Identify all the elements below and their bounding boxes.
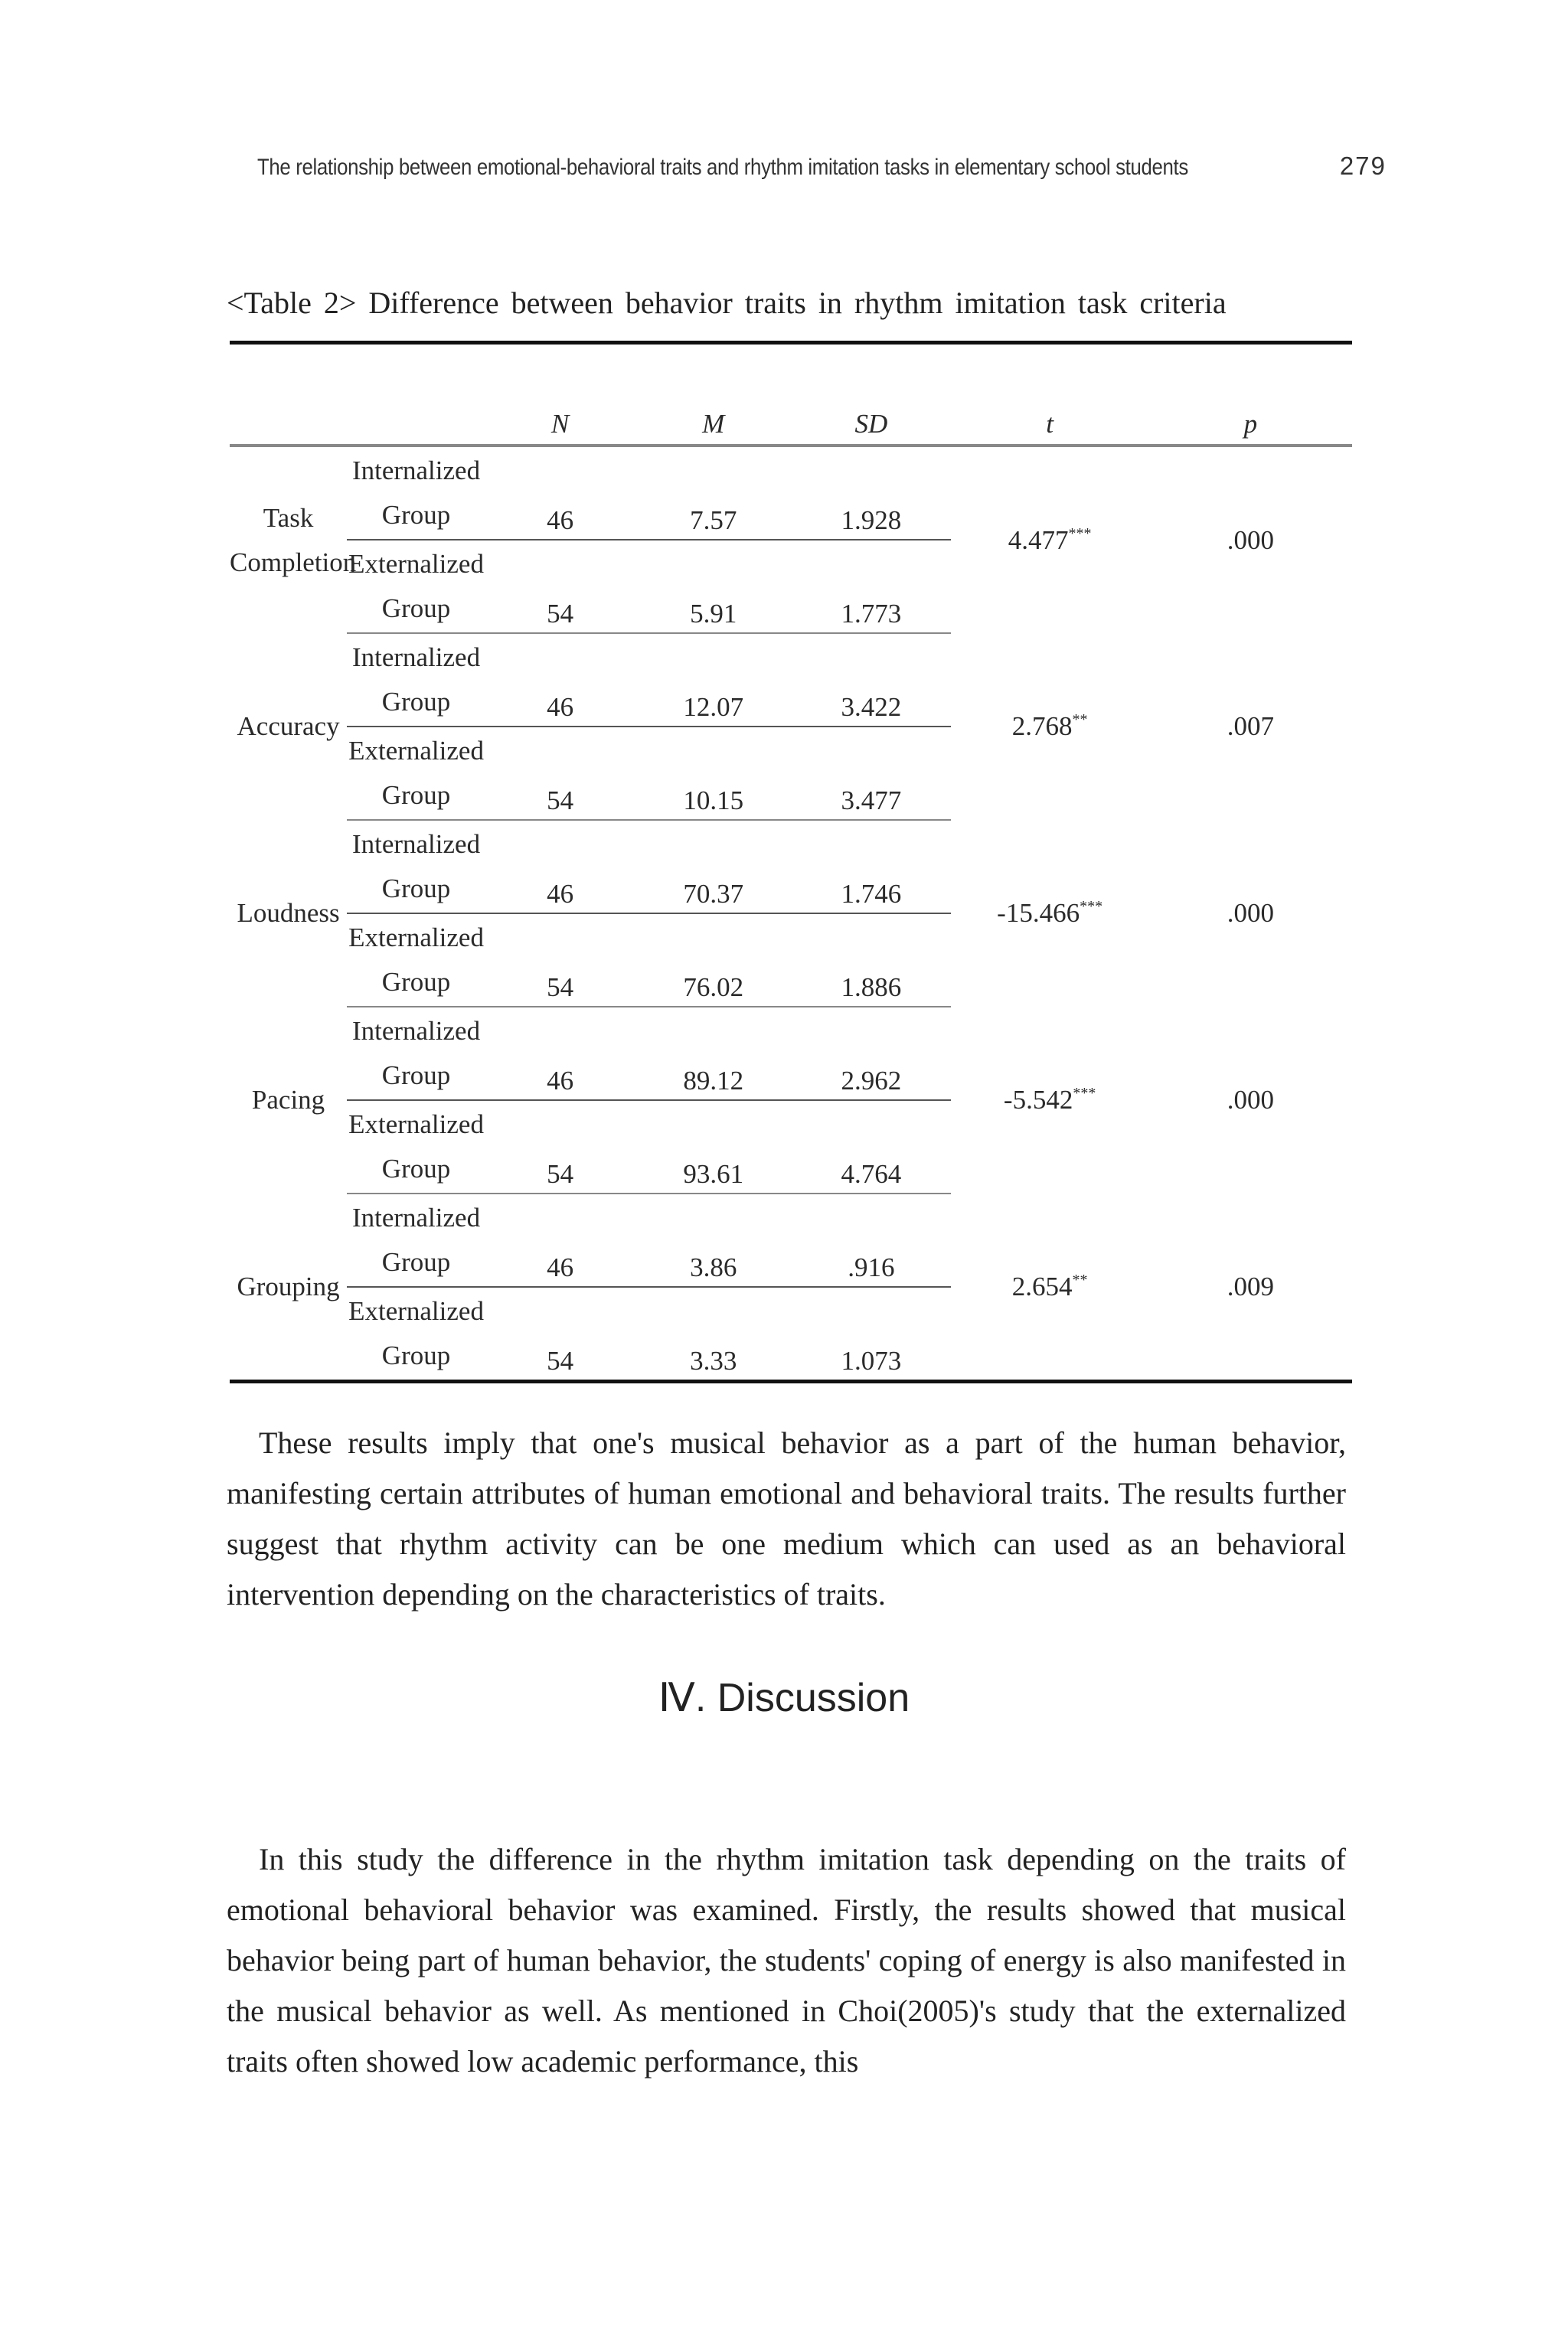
table-row — [230, 446, 1352, 540]
group-label — [347, 727, 485, 820]
cell-sd: 3.422 — [792, 633, 950, 727]
cell-n: 46 — [485, 1194, 635, 1287]
category-label: Pacing — [251, 1085, 325, 1115]
group-label-line: Externalized — [348, 549, 484, 579]
group-label-line: Internalized — [351, 1203, 481, 1233]
col-header-m: M — [635, 343, 792, 446]
cell-m: 93.61 — [635, 1100, 792, 1194]
cell-sd: 1.928 — [792, 446, 950, 540]
t-value: -15.466 — [997, 898, 1080, 928]
col-header-t: t — [951, 343, 1149, 446]
table-block-1 — [230, 633, 1352, 820]
group-label-line: Group — [381, 593, 451, 623]
group-label — [347, 820, 485, 913]
paragraph-discussion — [227, 1834, 1346, 2087]
paragraph-1-text: These results imply that one's musical behavior as a part of the human behavior, manifesting certain attributes of human emotional and behavioral traits. The results further suggest that rhythm activity can be one medium which can used as an behavioral intervention depending on the characteristics of traits. — [227, 1425, 1346, 1612]
paragraph-2-text: In this study the difference in the rhythm imitation task depending on the traits of emotional behavioral behavior was examined. Firstly, the results showed that musical behavior being part of human behavior, the students' coping of energy is also manifested in the musical behavior as well. As mentioned in Choi(2005)'s study that the externalized traits often showed low academic performance, this — [227, 1842, 1346, 2079]
t-value: 2.654 — [1011, 1271, 1073, 1301]
cell-t — [951, 446, 1149, 633]
row-category — [230, 1007, 347, 1194]
cell-p: .000 — [1227, 898, 1274, 928]
group-label — [347, 1007, 485, 1100]
group-label-line: Externalized — [348, 1109, 484, 1139]
cell-sd: 1.073 — [841, 1346, 902, 1376]
group-label-line: Group — [381, 874, 451, 903]
cell-n: 54 — [485, 913, 635, 1007]
group-label-line: Externalized — [348, 923, 484, 952]
table-block-3 — [230, 1007, 1352, 1194]
col-header-n: N — [485, 343, 635, 446]
row-category — [230, 633, 347, 820]
group-label-line: Group — [381, 1154, 451, 1184]
results-table-container — [230, 341, 1352, 1383]
cell-sd: 3.477 — [792, 727, 950, 820]
cell-p: .009 — [1227, 1271, 1274, 1301]
row-category — [230, 446, 357, 633]
cell-n: 54 — [547, 1346, 574, 1376]
cell-m: 76.02 — [635, 913, 792, 1007]
group-label — [347, 633, 485, 727]
cell-n: 46 — [485, 446, 635, 540]
cell-m: 7.57 — [635, 446, 792, 540]
table-row — [230, 1194, 1352, 1287]
cell-p: .000 — [1227, 1085, 1274, 1115]
group-label-line: Group — [381, 1341, 451, 1370]
table-row — [230, 633, 1352, 727]
cell-n: 54 — [485, 1100, 635, 1194]
cell-t — [951, 633, 1149, 820]
table-block-4 — [230, 1194, 1352, 1382]
cell-t — [951, 1194, 1149, 1382]
significance-marker: *** — [1073, 1085, 1096, 1102]
cell-sd: 1.773 — [792, 540, 950, 633]
group-label — [347, 913, 485, 1007]
significance-marker: ** — [1072, 1271, 1088, 1288]
cell-t — [951, 1007, 1149, 1194]
category-label: Task — [263, 502, 314, 533]
cell-sd: .916 — [792, 1194, 950, 1287]
t-value: -5.542 — [1003, 1085, 1073, 1115]
group-label-line: Externalized — [348, 736, 484, 766]
col-header-category — [230, 343, 347, 446]
cell-m: 70.37 — [635, 820, 792, 913]
cell-p: .007 — [1227, 711, 1274, 741]
group-label-line: Internalized — [351, 456, 481, 485]
table-block-0 — [230, 446, 1352, 633]
group-label-line: Group — [381, 967, 451, 997]
cell-sd: 4.764 — [792, 1100, 950, 1194]
table-caption: <Table 2> Difference between behavior traits in rhythm imitation task criteria — [227, 286, 1227, 320]
group-label-line: Internalized — [351, 642, 481, 672]
significance-marker: *** — [1080, 898, 1103, 915]
significance-marker: *** — [1068, 524, 1092, 542]
category-label: Loudness — [237, 898, 340, 928]
category-label: Grouping — [237, 1271, 340, 1301]
group-label-line: Externalized — [348, 1296, 484, 1326]
group-label-line: Group — [381, 1247, 451, 1277]
group-label — [347, 446, 485, 540]
significance-marker: ** — [1072, 711, 1088, 728]
cell-n: 46 — [485, 820, 635, 913]
page-number: 279 — [1339, 152, 1387, 180]
cell-m: 10.15 — [635, 727, 792, 820]
cell-m: 3.86 — [635, 1194, 792, 1287]
cell-n: 54 — [485, 727, 635, 820]
running-header — [257, 152, 1387, 181]
col-header-p: p — [1149, 343, 1352, 446]
category-label: Accuracy — [237, 711, 340, 741]
cell-sd: 1.886 — [792, 913, 950, 1007]
cell-p: .000 — [1227, 524, 1274, 555]
cell-m: 5.91 — [635, 540, 792, 633]
results-table — [230, 341, 1352, 1383]
col-header-group — [347, 343, 485, 446]
cell-m: 89.12 — [635, 1007, 792, 1100]
table-row — [230, 1007, 1352, 1100]
col-header-sd: SD — [792, 343, 950, 446]
t-value: 2.768 — [1011, 711, 1073, 741]
table-block-2 — [230, 820, 1352, 1007]
t-value: 4.477 — [1008, 524, 1069, 555]
running-title: The relationship between emotional-behavioral traits and rhythm imitation tasks in elementary school students — [257, 155, 1188, 180]
group-label-line: Internalized — [351, 829, 481, 859]
group-label — [347, 540, 485, 633]
cell-sd: 1.746 — [792, 820, 950, 913]
cell-n: 46 — [485, 633, 635, 727]
group-label-line: Group — [381, 500, 451, 530]
group-label — [347, 1194, 485, 1287]
cell-n: 46 — [485, 1007, 635, 1100]
table-row — [230, 820, 1352, 913]
cell-m: 12.07 — [635, 633, 792, 727]
group-label-line: Group — [381, 780, 451, 810]
row-category — [230, 820, 347, 1007]
group-label — [347, 1100, 485, 1194]
cell-sd: 2.962 — [792, 1007, 950, 1100]
group-label — [347, 1287, 485, 1382]
section-heading-discussion: Ⅳ. Discussion — [658, 1676, 910, 1720]
group-label-line: Group — [381, 1060, 451, 1090]
group-label-line: Internalized — [351, 1016, 481, 1046]
cell-n: 54 — [485, 540, 635, 633]
paragraph-results-implication — [227, 1418, 1346, 1620]
group-label-line: Group — [381, 687, 451, 717]
table-header-row — [230, 343, 1352, 446]
cell-t — [951, 820, 1149, 1007]
cell-m: 3.33 — [690, 1346, 737, 1376]
row-category — [230, 1194, 347, 1382]
category-label: Completion — [230, 547, 357, 577]
